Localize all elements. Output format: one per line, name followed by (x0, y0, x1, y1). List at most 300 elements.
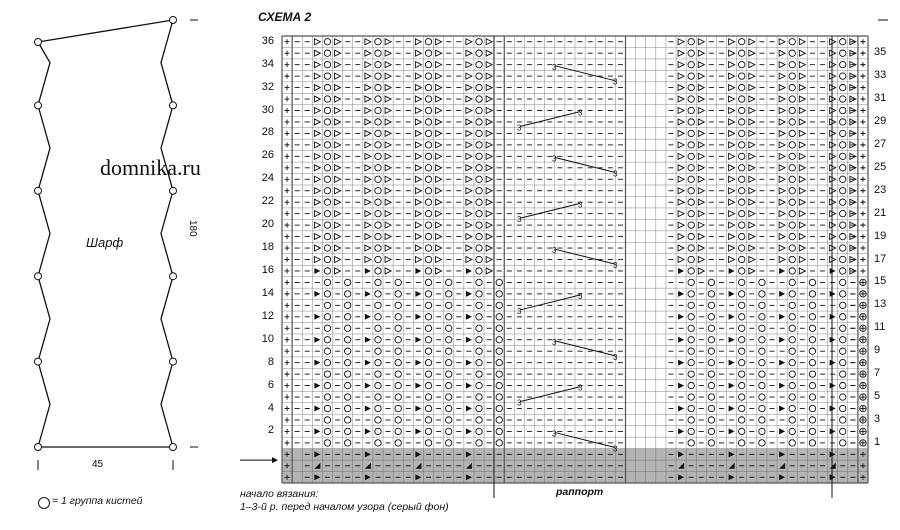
slip-stitch-symbol (698, 119, 704, 125)
yarn-over-symbol (688, 359, 694, 365)
slip-stitch-symbol (799, 257, 805, 263)
yarn-over-symbol (840, 314, 846, 320)
yarn-over-symbol (375, 325, 381, 331)
yarn-over-symbol (476, 142, 482, 148)
row-number-right: 3 (874, 412, 881, 425)
yarn-over-symbol (344, 337, 350, 343)
slip-stitch-filled-symbol (314, 291, 320, 297)
yarn-over-symbol (739, 176, 745, 182)
plus-symbol (285, 417, 290, 422)
slip-stitch-filled-symbol (314, 314, 320, 320)
yarn-over-symbol (375, 428, 381, 434)
slip-stitch-symbol (466, 62, 472, 68)
watermark: domnika.ru (100, 155, 201, 180)
slip-stitch-filled-symbol (830, 314, 836, 320)
plus-symbol (285, 395, 290, 400)
yarn-over-symbol (789, 39, 795, 45)
slip-stitch-symbol (385, 188, 391, 194)
slip-stitch-filled-symbol (678, 314, 684, 320)
slip-stitch-symbol (486, 62, 492, 68)
yarn-over-symbol (425, 96, 431, 102)
cable-count-label: 3 (517, 306, 522, 316)
yarn-over-symbol (425, 188, 431, 194)
row-number-left: 6 (267, 378, 274, 391)
slip-stitch-symbol (466, 234, 472, 240)
yarn-over-symbol (476, 176, 482, 182)
slip-stitch-symbol (415, 130, 421, 136)
yarn-over-symbol (840, 382, 846, 388)
yarn-over-symbol (375, 302, 381, 308)
slip-stitch-symbol (436, 73, 442, 79)
plus-symbol (285, 349, 290, 354)
yarn-over-symbol (688, 325, 694, 331)
slip-stitch-symbol (335, 268, 341, 274)
yarn-over-symbol (395, 279, 401, 285)
slip-stitch-filled-symbol (466, 268, 472, 274)
slip-stitch-symbol (749, 62, 755, 68)
yarn-over-symbol (425, 50, 431, 56)
yarn-over-symbol (324, 291, 330, 297)
yarn-over-symbol (688, 96, 694, 102)
yarn-over-symbol (375, 337, 381, 343)
slip-stitch-symbol (830, 188, 836, 194)
slip-stitch-symbol (678, 165, 684, 171)
yarn-over-symbol (840, 394, 846, 400)
yarn-over-symbol (375, 199, 381, 205)
cable-count-label: 3 (578, 200, 583, 210)
yarn-over-symbol (476, 119, 482, 125)
yarn-over-symbol (446, 325, 452, 331)
slip-stitch-symbol (486, 199, 492, 205)
plus-symbol (285, 406, 290, 411)
yarn-over-symbol (375, 359, 381, 365)
yarn-over-symbol (739, 210, 745, 216)
yarn-over-symbol (739, 61, 745, 67)
yarn-over-symbol (425, 119, 431, 125)
slip-stitch-symbol (335, 62, 341, 68)
yarn-over-symbol (840, 245, 846, 251)
slip-stitch-symbol (385, 85, 391, 91)
yarn-over-symbol (324, 107, 330, 113)
slip-stitch-symbol (799, 142, 805, 148)
slip-stitch-symbol (466, 96, 472, 102)
slip-stitch-symbol (436, 222, 442, 228)
yarn-over-symbol (344, 279, 350, 285)
slip-stitch-filled-symbol (365, 291, 371, 297)
yarn-over-symbol (446, 291, 452, 297)
slip-stitch-symbol (335, 234, 341, 240)
slip-stitch-symbol (365, 211, 371, 217)
yarn-over-symbol (789, 371, 795, 377)
plus-symbol (285, 142, 290, 147)
slip-stitch-symbol (436, 119, 442, 125)
slip-stitch-symbol (466, 153, 472, 159)
slip-stitch-symbol (698, 96, 704, 102)
yarn-over-symbol (324, 268, 330, 274)
slip-stitch-symbol (385, 222, 391, 228)
slip-stitch-symbol (436, 257, 442, 263)
yarn-over-symbol (688, 50, 694, 56)
row-number-left: 14 (261, 286, 274, 299)
slip-stitch-filled-symbol (779, 268, 785, 274)
yarn-over-symbol (739, 371, 745, 377)
yarn-over-symbol (809, 371, 815, 377)
slip-stitch-symbol (830, 153, 836, 159)
yarn-over-symbol (759, 279, 765, 285)
yarn-over-symbol (840, 256, 846, 262)
yarn-over-symbol (375, 107, 381, 113)
plus-symbol (285, 39, 290, 44)
slip-stitch-symbol (729, 108, 735, 114)
slip-stitch-symbol (466, 85, 472, 91)
slip-stitch-filled-symbol (365, 406, 371, 412)
slip-stitch-symbol (729, 211, 735, 217)
cable-line (520, 295, 580, 310)
slip-stitch-symbol (385, 234, 391, 240)
yarn-over-symbol (375, 268, 381, 274)
slip-stitch-symbol (385, 39, 391, 45)
slip-stitch-symbol (466, 245, 472, 251)
cable-count-label: 3 (552, 246, 557, 256)
yarn-over-symbol (425, 130, 431, 136)
slip-stitch-symbol (729, 176, 735, 182)
yarn-over-symbol (759, 394, 765, 400)
slip-stitch-filled-symbol (415, 314, 421, 320)
yarn-over-symbol (789, 337, 795, 343)
yarn-over-symbol (375, 371, 381, 377)
slip-stitch-symbol (749, 257, 755, 263)
yarn-over-symbol (344, 371, 350, 377)
slip-stitch-symbol (436, 211, 442, 217)
slip-stitch-symbol (314, 153, 320, 159)
yarn-over-symbol (425, 222, 431, 228)
yarn-over-symbol (375, 73, 381, 79)
slip-stitch-symbol (314, 73, 320, 79)
yarn-over-symbol (375, 348, 381, 354)
slip-stitch-filled-symbol (830, 337, 836, 343)
yarn-over-symbol (324, 233, 330, 239)
yarn-over-symbol (739, 153, 745, 159)
slip-stitch-symbol (749, 188, 755, 194)
start-arrow-head (272, 457, 278, 463)
yarn-over-symbol (425, 314, 431, 320)
yarn-over-symbol (759, 428, 765, 434)
slip-stitch-symbol (779, 165, 785, 171)
slip-stitch-symbol (365, 39, 371, 45)
slip-stitch-symbol (698, 39, 704, 45)
plus-symbol (860, 314, 865, 319)
yarn-over-symbol (476, 348, 482, 354)
slip-stitch-symbol (385, 130, 391, 136)
slip-stitch-symbol (799, 85, 805, 91)
yarn-over-symbol (809, 314, 815, 320)
row-number-right: 9 (874, 344, 881, 357)
yarn-over-symbol (789, 176, 795, 182)
slip-stitch-filled-symbol (779, 337, 785, 343)
slip-stitch-filled-symbol (314, 383, 320, 389)
yarn-over-symbol (324, 165, 330, 171)
slip-stitch-symbol (314, 96, 320, 102)
yarn-over-symbol (840, 119, 846, 125)
yarn-over-symbol (809, 417, 815, 423)
slip-stitch-symbol (486, 130, 492, 136)
yarn-over-symbol (425, 210, 431, 216)
yarn-over-symbol (688, 348, 694, 354)
slip-stitch-symbol (415, 199, 421, 205)
yarn-over-symbol (324, 359, 330, 365)
slip-stitch-symbol (335, 96, 341, 102)
slip-stitch-filled-symbol (729, 268, 735, 274)
slip-stitch-symbol (729, 142, 735, 148)
slip-stitch-symbol (779, 245, 785, 251)
yarn-over-symbol (809, 302, 815, 308)
slip-stitch-symbol (749, 108, 755, 114)
slip-stitch-symbol (799, 153, 805, 159)
yarn-over-symbol (496, 440, 502, 446)
plus-symbol (285, 234, 290, 239)
yarn-over-symbol (446, 279, 452, 285)
row-number-right: 29 (874, 114, 887, 127)
yarn-over-symbol (739, 233, 745, 239)
slip-stitch-filled-symbol (466, 291, 472, 297)
slip-stitch-symbol (799, 73, 805, 79)
yarn-over-symbol (840, 348, 846, 354)
yarn-over-symbol (789, 61, 795, 67)
yarn-over-symbol (688, 73, 694, 79)
slip-stitch-filled-symbol (678, 337, 684, 343)
yarn-over-symbol (688, 119, 694, 125)
scarf-label: Шарф (86, 235, 124, 250)
row-number-left: 10 (261, 332, 274, 345)
slip-stitch-symbol (698, 62, 704, 68)
cable-count-label: 3 (552, 429, 557, 439)
yarn-over-symbol (739, 188, 745, 194)
slip-stitch-symbol (749, 73, 755, 79)
yarn-over-symbol (344, 405, 350, 411)
slip-stitch-symbol (729, 73, 735, 79)
row-number-right: 11 (874, 321, 886, 334)
slip-stitch-filled-symbol (830, 383, 836, 389)
slip-stitch-symbol (365, 142, 371, 148)
yarn-over-symbol (425, 256, 431, 262)
slip-stitch-symbol (698, 188, 704, 194)
yarn-over-symbol (496, 417, 502, 423)
yarn-over-symbol (809, 428, 815, 434)
yarn-over-symbol (324, 153, 330, 159)
yarn-over-symbol (476, 279, 482, 285)
yarn-over-symbol (840, 188, 846, 194)
yarn-over-symbol (324, 96, 330, 102)
slip-stitch-filled-symbol (415, 406, 421, 412)
yarn-over-symbol (476, 371, 482, 377)
yarn-over-symbol (789, 153, 795, 159)
yarn-over-symbol (324, 348, 330, 354)
slip-stitch-symbol (335, 142, 341, 148)
slip-stitch-symbol (385, 176, 391, 182)
slip-stitch-symbol (698, 153, 704, 159)
slip-stitch-filled-symbol (466, 383, 472, 389)
slip-stitch-symbol (799, 96, 805, 102)
yarn-over-symbol (425, 302, 431, 308)
slip-stitch-symbol (385, 119, 391, 125)
slip-stitch-filled-symbol (365, 337, 371, 343)
yarn-over-symbol (708, 337, 714, 343)
cable-count-label: 3 (517, 123, 522, 133)
yarn-over-symbol (739, 405, 745, 411)
yarn-over-symbol (324, 440, 330, 446)
yarn-over-symbol (809, 405, 815, 411)
plus-symbol (860, 360, 865, 365)
yarn-over-symbol (344, 440, 350, 446)
yarn-over-symbol (809, 382, 815, 388)
slip-stitch-symbol (678, 119, 684, 125)
yarn-over-symbol (759, 325, 765, 331)
yarn-over-symbol (739, 394, 745, 400)
slip-stitch-symbol (749, 119, 755, 125)
yarn-over-symbol (789, 382, 795, 388)
yarn-over-symbol (496, 337, 502, 343)
slip-stitch-symbol (799, 130, 805, 136)
slip-stitch-symbol (314, 245, 320, 251)
slip-stitch-filled-symbol (415, 337, 421, 343)
yarn-over-symbol (739, 39, 745, 45)
slip-stitch-filled-symbol (365, 268, 371, 274)
slip-stitch-symbol (415, 39, 421, 45)
yarn-over-symbol (324, 302, 330, 308)
yarn-over-symbol (324, 39, 330, 45)
slip-stitch-symbol (466, 73, 472, 79)
slip-stitch-filled-symbol (415, 268, 421, 274)
yarn-over-symbol (739, 314, 745, 320)
yarn-over-symbol (688, 394, 694, 400)
yarn-over-symbol (688, 291, 694, 297)
yarn-over-symbol (425, 325, 431, 331)
slip-stitch-symbol (698, 108, 704, 114)
yarn-over-symbol (496, 382, 502, 388)
slip-stitch-symbol (749, 39, 755, 45)
yarn-over-symbol (809, 325, 815, 331)
yarn-over-symbol (789, 256, 795, 262)
cable-count-label: 3 (578, 383, 583, 393)
yarn-over-symbol (789, 405, 795, 411)
yarn-over-symbol (425, 153, 431, 159)
slip-stitch-symbol (698, 268, 704, 274)
slip-stitch-symbol (779, 73, 785, 79)
slip-stitch-symbol (678, 73, 684, 79)
slip-stitch-symbol (365, 130, 371, 136)
row-number-right: 13 (874, 298, 887, 311)
yarn-over-symbol (688, 222, 694, 228)
plus-symbol (285, 314, 290, 319)
yarn-over-symbol (395, 291, 401, 297)
yarn-over-symbol (476, 394, 482, 400)
row-number-left: 4 (267, 401, 274, 414)
yarn-over-symbol (496, 302, 502, 308)
yarn-over-symbol (739, 279, 745, 285)
slip-stitch-symbol (365, 62, 371, 68)
slip-stitch-symbol (436, 142, 442, 148)
yarn-over-symbol (789, 348, 795, 354)
slip-stitch-filled-symbol (466, 406, 472, 412)
yarn-over-symbol (446, 371, 452, 377)
yarn-over-symbol (476, 153, 482, 159)
slip-stitch-symbol (415, 257, 421, 263)
yarn-over-symbol (375, 50, 381, 56)
yarn-over-symbol (324, 405, 330, 411)
slip-stitch-filled-symbol (779, 383, 785, 389)
yarn-over-symbol (425, 107, 431, 113)
slip-stitch-symbol (365, 119, 371, 125)
slip-stitch-filled-symbol (678, 268, 684, 274)
yarn-over-symbol (324, 61, 330, 67)
yarn-over-symbol (344, 417, 350, 423)
slip-stitch-filled-symbol (314, 360, 320, 366)
slip-stitch-symbol (698, 50, 704, 56)
slip-stitch-symbol (799, 188, 805, 194)
slip-stitch-filled-symbol (678, 360, 684, 366)
cable-line (520, 203, 580, 218)
yarn-over-symbol (324, 130, 330, 136)
yarn-over-symbol (739, 165, 745, 171)
yarn-over-symbol (344, 382, 350, 388)
slip-stitch-symbol (799, 222, 805, 228)
yarn-over-symbol (496, 348, 502, 354)
slip-stitch-symbol (799, 199, 805, 205)
slip-stitch-symbol (335, 130, 341, 136)
slip-stitch-symbol (466, 39, 472, 45)
yarn-over-symbol (789, 50, 795, 56)
slip-stitch-filled-symbol (314, 268, 320, 274)
slip-stitch-symbol (830, 165, 836, 171)
slip-stitch-symbol (335, 176, 341, 182)
slip-stitch-symbol (749, 222, 755, 228)
slip-stitch-symbol (779, 142, 785, 148)
plus-symbol (285, 119, 290, 124)
yarn-over-symbol (476, 382, 482, 388)
slip-stitch-symbol (779, 211, 785, 217)
yarn-over-symbol (739, 50, 745, 56)
slip-stitch-symbol (678, 188, 684, 194)
yarn-over-symbol (375, 233, 381, 239)
slip-stitch-symbol (729, 96, 735, 102)
yarn-over-symbol (789, 268, 795, 274)
slip-stitch-symbol (749, 176, 755, 182)
yarn-over-symbol (739, 119, 745, 125)
row-number-right: 23 (874, 183, 887, 196)
yarn-over-symbol (496, 394, 502, 400)
slip-stitch-symbol (830, 211, 836, 217)
chart-title: СХЕМА 2 (258, 10, 312, 24)
slip-stitch-symbol (385, 257, 391, 263)
yarn-over-symbol (708, 440, 714, 446)
yarn-over-symbol (809, 337, 815, 343)
row-number-right: 31 (874, 92, 887, 105)
plus-symbol (285, 211, 290, 216)
cable-count-label: 3 (552, 62, 557, 72)
yarn-over-symbol (344, 291, 350, 297)
yarn-over-symbol (324, 199, 330, 205)
yarn-over-symbol (789, 210, 795, 216)
plus-symbol (860, 303, 865, 308)
slip-stitch-symbol (486, 108, 492, 114)
yarn-over-symbol (324, 50, 330, 56)
yarn-over-symbol (708, 348, 714, 354)
slip-stitch-symbol (486, 85, 492, 91)
slip-stitch-symbol (385, 199, 391, 205)
slip-stitch-symbol (678, 176, 684, 182)
yarn-over-symbol (476, 337, 482, 343)
yarn-over-symbol (324, 371, 330, 377)
